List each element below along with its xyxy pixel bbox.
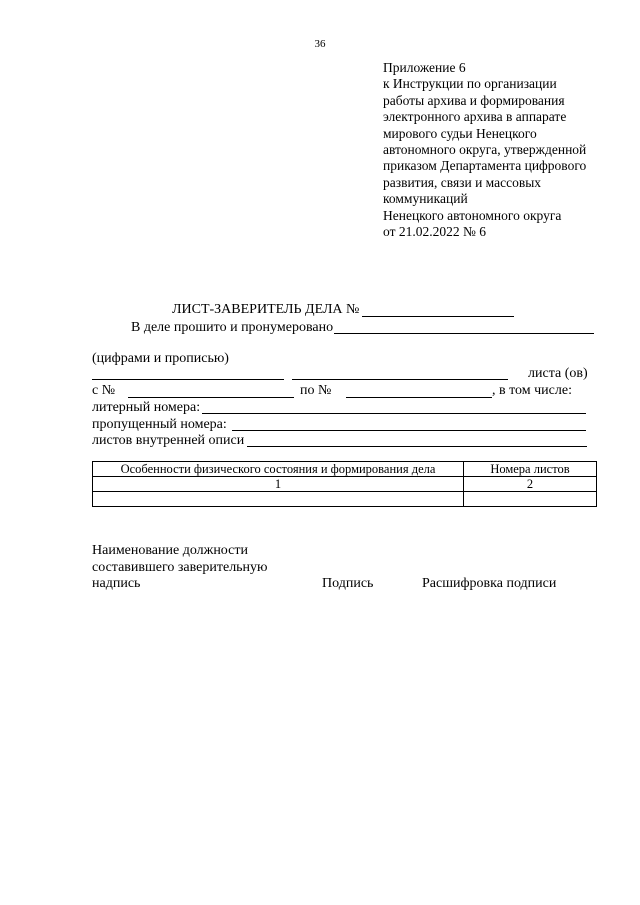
to-field[interactable] [346, 397, 492, 398]
case-condition-table [92, 461, 597, 507]
table-column-number: 2 [464, 477, 597, 492]
appendix-line: приказом Департамента цифрового [383, 158, 587, 174]
table-header-row [93, 462, 597, 477]
missing-numbers-label: пропущенный номера: [92, 417, 227, 432]
table-cell[interactable] [93, 492, 464, 507]
table-column-number: 1 [93, 477, 464, 492]
position-label-line: надпись [92, 576, 141, 591]
table-row [93, 492, 597, 507]
missing-numbers-field[interactable] [232, 430, 586, 431]
stitched-label: В деле прошито и пронумеровано [131, 320, 334, 335]
position-label-line: составившего заверительную [92, 560, 268, 575]
digits-note: (цифрами и прописью) [92, 351, 229, 366]
letter-numbers-label: литерный номера: [92, 400, 201, 415]
appendix-line: автономного округа, утвержденной [383, 142, 587, 158]
to-label: по № [300, 383, 332, 398]
table-header-sheet-numbers: Номера листов [464, 462, 597, 477]
letter-numbers-field[interactable] [202, 413, 586, 414]
appendix-line: к Инструкции по организации [383, 76, 557, 92]
appendix-line: Приложение 6 [383, 60, 466, 75]
signature-decode-label: Расшифровка подписи [422, 576, 557, 591]
position-label-line: Наименование должности [92, 543, 248, 558]
sheets-field-1[interactable] [92, 379, 284, 380]
form-title: ЛИСТ-ЗАВЕРИТЕЛЬ ДЕЛА № [172, 302, 360, 317]
appendix-line: от 21.02.2022 № 6 [383, 224, 486, 240]
table-header-condition: Особенности физического состояния и формирования дела [93, 462, 464, 477]
appendix-header [383, 60, 633, 240]
appendix-line: мирового судьи Ненецкого [383, 125, 537, 141]
stitched-field[interactable] [334, 333, 594, 334]
from-field[interactable] [128, 397, 294, 398]
appendix-line: коммуникаций [383, 191, 468, 207]
appendix-line: электронного архива в аппарате [383, 109, 567, 125]
inventory-sheets-label: листов внутренней описи [92, 433, 245, 448]
inventory-sheets-field[interactable] [247, 446, 587, 447]
appendix-line: Ненецкого автономного округа [383, 207, 562, 223]
page-number: 36 [314, 38, 326, 50]
appendix-line: работы архива и формирования [383, 92, 565, 108]
including-label: , в том числе: [492, 383, 572, 398]
appendix-line: развития, связи и массовых [383, 174, 542, 190]
table-row [93, 477, 597, 492]
signature-label: Подпись [322, 576, 374, 591]
sheets-field-2[interactable] [292, 379, 508, 380]
sheets-label: листа (ов) [528, 366, 588, 381]
table-cell[interactable] [464, 492, 597, 507]
from-label: с № [92, 383, 116, 398]
case-number-field[interactable] [362, 316, 514, 317]
